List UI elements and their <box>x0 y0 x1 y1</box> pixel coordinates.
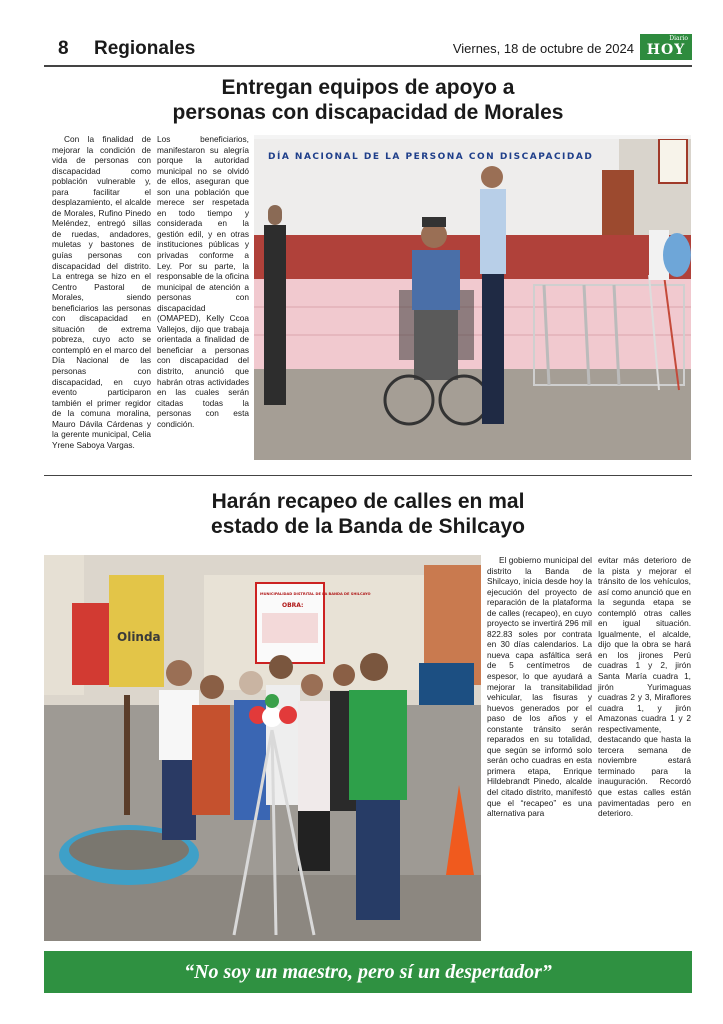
article2-column-1 <box>487 555 592 819</box>
photo-shop-sign: Olinda <box>117 630 161 644</box>
article2-photo <box>44 555 481 941</box>
article1-photo <box>254 135 691 460</box>
photo-sign-label: OBRA: <box>282 602 304 609</box>
quote-banner: “No soy un maestro, pero sí un despertador” <box>44 951 692 993</box>
photo-sign-title: MUNICIPALIDAD DISTRITAL DE LA BANDA DE SHILCAYO <box>260 592 371 596</box>
logo-small-text: Diario <box>669 35 688 42</box>
article1-headline-line1: Entregan equipos de apoyo a <box>221 76 515 99</box>
article1-column-2 <box>157 134 249 429</box>
page-number: 8 <box>58 38 69 59</box>
article1-col2-text: Los beneficiarios, manifestaron su alegría porque la autoridad municipal no se olvidó de ellos, aseguran que son una población que merece ser respetada en todo tiempo y considerada en la gestión edil, y en otras instituciones públicas y privadas conforme a Ley. Por su parte, la responsable de la oficina municipal de atención a personas con discapacidad (OMAPED), Kelly Ccoa Vallejos, dijo que trabaja orientada a finalidad de beneficiar a personas con discapacidad del distrito, anunció que habrán otras actividades en las cuales serán citadas todas la personas con esta condición. <box>157 134 249 429</box>
article1-headline <box>44 75 692 125</box>
article2-col1-text: El gobierno municipal del distrito la Banda de Shilcayo, inicia desde hoy la ejecución del proyecto de reparación de la plataforma de calles (recapeo), en cuyo proyecto se invertirá 296 mil 822.83 soles por contrata en 30 días calendarios. La nueva capa asfáltica será de 5 centímetros de espesor, lo que ayudará a mejorar la transitabilidad vehicular, las fisuras y huevos generados por el paso de los años y el constante tránsito serán reparados en su totalidad, que según se informó solo serán ocho cuadras en esta primera etapa, Enrique Hildebrandt Pinedo, alcalde del citado distrito, manifestó que el “recapeo” es una alternativa para <box>487 555 592 819</box>
newspaper-logo <box>640 34 692 60</box>
article-divider <box>44 475 692 476</box>
issue-date: Viernes, 18 de octubre de 2024 <box>452 41 634 56</box>
logo-main-text: HOY <box>646 42 686 58</box>
article2-headline-line2: estado de la Banda de Shilcayo <box>211 515 525 538</box>
article1-col1-text: Con la finalidad de mejorar la condición de vida de personas con discapacidad como población vulnerable y, para facilitar el desplazamiento, el alcalde de Morales, Rufino Pinedo Meléndez, entregó sillas de ruedas, andadores, muletas y bastones de guías personas con discapacidad del distrito. La entrega se hizo en el Centro Pastoral de Morales, siendo beneficiarios las personas con discapacidad en situación de extrema pobreza, cuyo acto se contempló en el marco del Día Nacional de las personas con discapacidad, en cuyo evento participaron también el primer regidor de la comuna moralina, Mauro Dávila Cárdenas y la gerente municipal, Celia Yrene Saboya Vargas. <box>52 134 151 450</box>
article2-column-2 <box>598 555 691 819</box>
page-header <box>44 34 692 66</box>
article2-headline-line1: Harán recapeo de calles en mal <box>211 490 525 513</box>
article2-headline <box>44 489 692 539</box>
section-title: Regionales <box>94 38 196 59</box>
article1-headline-line2: personas con discapacidad de Morales <box>172 101 564 124</box>
header-divider <box>44 65 692 67</box>
article1-column-1 <box>52 134 151 450</box>
article2-col2-text: evitar más deterioro de la pista y mejorar el tránsito de los vehículos, así como anunció que en la segunda etapa se contempló otras calles en igual situación. Igualmente, el alcalde, dijo que la obra se hará en los jirones Perú cuadras 1 y 2, jirón Santa María cuadra 1, jirón Yurimaguas cuadras 2 y 3, Miraflores cuadra 1, y jirón Amazonas cuadra 1 y 2 respectivamente, destacando que hasta la tercera semana de noviembre estará terminado para la inauguración. Recordó que estas calles están pavimentadas pero en deterioro. <box>598 555 691 819</box>
photo-banner-text: DÍA NACIONAL DE LA PERSONA CON DISCAPACIDAD <box>268 152 594 162</box>
